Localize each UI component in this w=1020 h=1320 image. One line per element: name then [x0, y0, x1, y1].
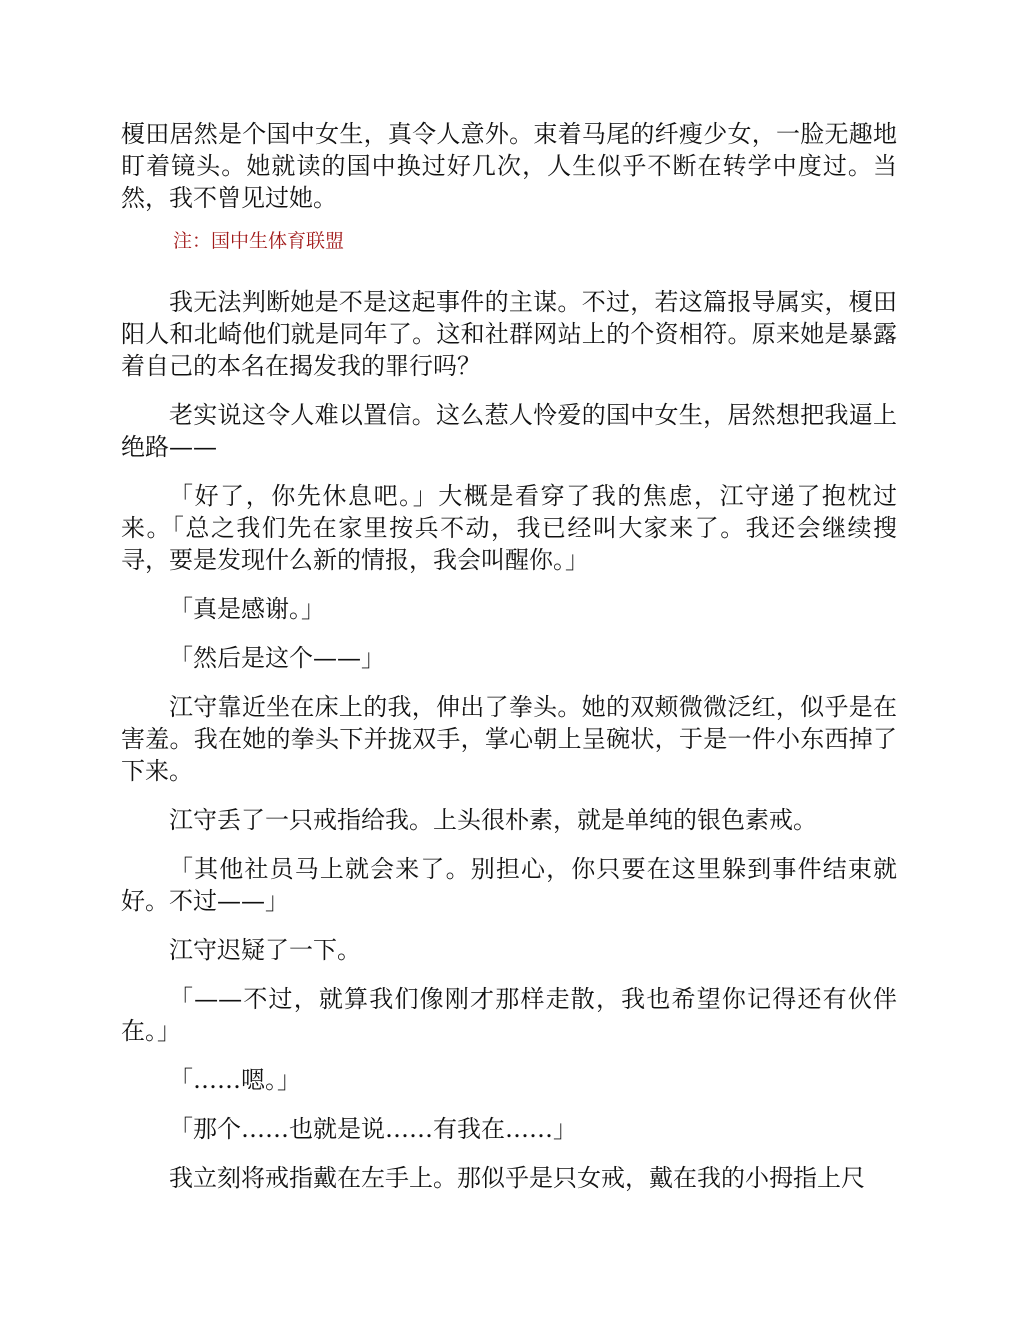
paragraph-4: 「好了，你先休息吧。」大概是看穿了我的焦虑，江守递了抱枕过来。「总之我们先在家里按兵不动，我已经叫大家来了。我还会继续搜寻，要是发现什么新的情报，我会叫醒你。」	[121, 482, 897, 574]
paragraph-1: 榎田居然是个国中女生，真令人意外。束着马尾的纤瘦少女，一脸无趣地盯着镜头。她就读的国中换过好几次，人生似乎不断在转学中度过。当然，我不曾见过她。	[121, 120, 897, 212]
footnote: 注：国中生体育联盟	[173, 230, 345, 252]
paragraph-6: 「然后是这个——」	[169, 644, 385, 672]
paragraph-2: 我无法判断她是不是这起事件的主谋。不过，若这篇报导属实，榎田阳人和北崎他们就是同年了。这和社群网站上的个资相符。原来她是暴露着自己的本名在揭发我的罪行吗？	[121, 288, 897, 380]
paragraph-3: 老实说这令人难以置信。这么惹人怜爱的国中女生，居然想把我逼上绝路——	[121, 401, 897, 461]
paragraph-11: 「——不过，就算我们像刚才那样走散，我也希望你记得还有伙伴在。」	[121, 985, 897, 1045]
paragraph-7: 江守靠近坐在床上的我，伸出了拳头。她的双颊微微泛红，似乎是在害羞。我在她的拳头下并拢双手，掌心朝上呈碗状，于是一件小东西掉了下来。	[121, 693, 897, 785]
paragraph-9: 「其他社员马上就会来了。别担心，你只要在这里躲到事件结束就好。不过——」	[121, 855, 897, 915]
paragraph-10: 江守迟疑了一下。	[169, 936, 361, 964]
paragraph-13: 「那个……也就是说……有我在……」	[169, 1115, 577, 1143]
page-body	[121, 118, 897, 1194]
paragraph-12: 「……嗯。」	[169, 1066, 301, 1094]
paragraph-8: 江守丢了一只戒指给我。上头很朴素，就是单纯的银色素戒。	[169, 806, 817, 834]
paragraph-5: 「真是感谢。」	[169, 595, 325, 623]
paragraph-14: 我立刻将戒指戴在左手上。那似乎是只女戒，戴在我的小拇指上尺	[169, 1164, 865, 1192]
